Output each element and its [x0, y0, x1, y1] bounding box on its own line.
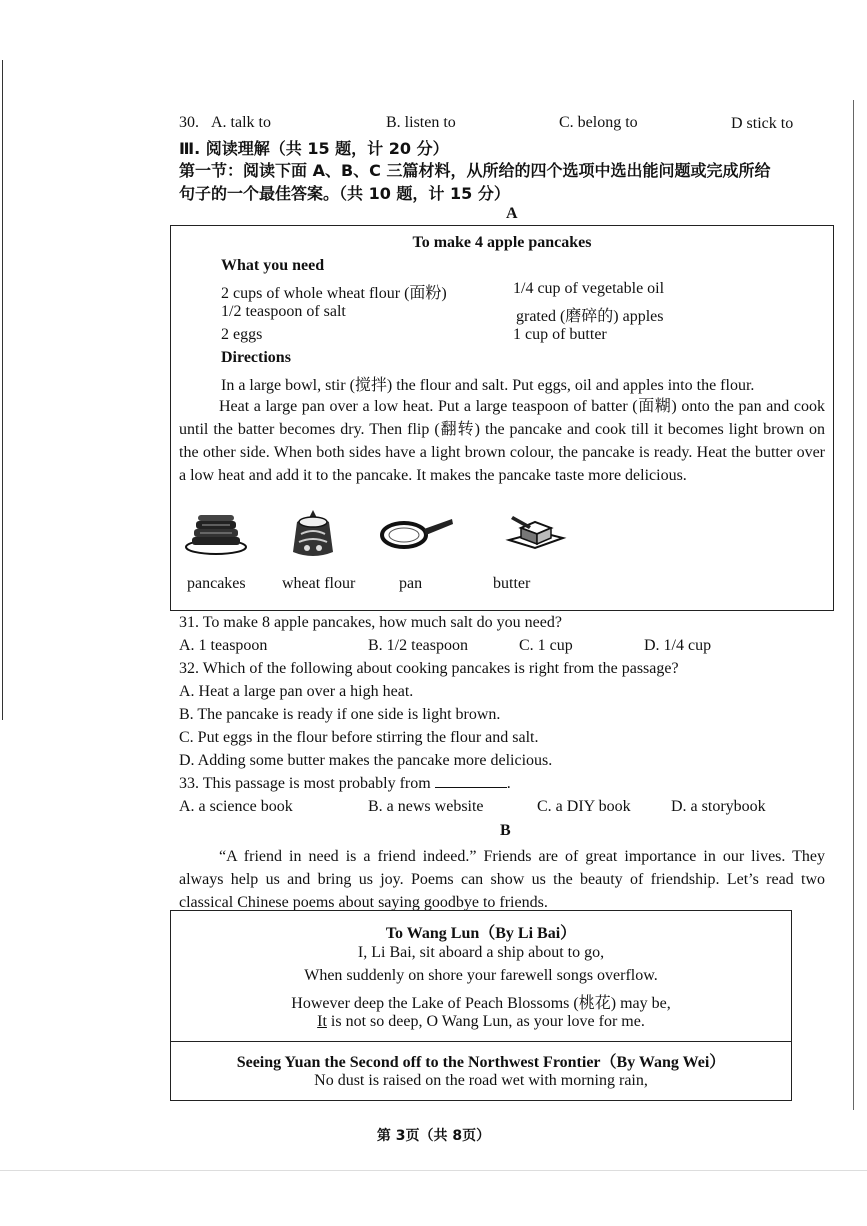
q31-option-b: B. 1/2 teaspoon	[368, 637, 468, 654]
ingredient-left-3: 2 eggs	[221, 326, 263, 343]
q33-stem-text: 33. This passage is most probably from	[179, 775, 431, 792]
directions-paragraph-2-text: Heat a large pan over a low heat. Put a large teaspoon of batter (面糊) onto the pan and cook until the batter becomes dry. Then flip (翻转) the pancake and cook till it becomes light brown on the other side. When both sides have a light brown colour, the pancake is ready. Heat the butter over a low heat and add it to the pancake. It makes the pancake taste more delicious.	[179, 398, 825, 484]
ingredient-right-2: grated (磨碎的) apples	[516, 308, 664, 325]
pancakes-icon	[184, 513, 248, 555]
q32-option-d: D. Adding some butter makes the pancake more delicious.	[179, 752, 553, 769]
q33-stem	[179, 775, 511, 793]
ingredient-left-1: 2 cups of whole wheat flour (面粉)	[221, 285, 447, 302]
picture-label-wheat-flour: wheat flour	[282, 575, 356, 592]
q33-option-a: A. a science book	[179, 798, 293, 815]
q30-option-d: D stick to	[731, 115, 794, 132]
q30-option-b: B. listen to	[386, 114, 456, 131]
passage-b-letter: B	[500, 822, 511, 839]
q30-option-a: A. talk to	[211, 114, 271, 131]
q31-option-c: C. 1 cup	[519, 637, 573, 654]
poem-1-title: To Wang Lun（By Li Bai）	[385, 925, 577, 942]
underlined-word-it: It	[317, 1013, 327, 1030]
what-you-need-heading: What you need	[221, 257, 325, 274]
answer-blank	[435, 775, 507, 788]
wheat-flour-icon	[287, 508, 339, 560]
directions-heading: Directions	[221, 349, 291, 366]
poem-1-line-3: However deep the Lake of Peach Blossoms (桃花) may be,	[291, 995, 671, 1012]
passage-a-title: To make 4 apple pancakes	[412, 234, 592, 251]
directions-paragraph-1: In a large bowl, stir (搅拌) the flour and salt. Put eggs, oil and apples into the flour.	[221, 377, 755, 394]
picture-label-butter: butter	[493, 575, 531, 592]
passage-b-intro	[179, 845, 825, 914]
q32-option-c: C. Put eggs in the flour before stirring the flour and salt.	[179, 729, 539, 746]
q32-option-b: B. The pancake is ready if one side is light brown.	[179, 706, 501, 723]
scan-edge-bottom	[0, 1170, 867, 1171]
poem-1-line-1: I, Li Bai, sit aboard a ship about to go,	[357, 944, 605, 961]
ingredient-right-3: 1 cup of butter	[513, 326, 607, 343]
poem-1-line-4-rest: is not so deep, O Wang Lun, as your love for me.	[326, 1013, 645, 1030]
q33-option-d: D. a storybook	[671, 798, 766, 815]
poem-1-line-2: When suddenly on shore your farewell songs overflow.	[304, 967, 658, 984]
q30-option-c: C. belong to	[559, 114, 638, 131]
q33-option-b: B. a news website	[368, 798, 484, 815]
q32-stem: 32. Which of the following about cooking pancakes is right from the passage?	[179, 660, 679, 677]
ingredient-left-2: 1/2 teaspoon of salt	[221, 303, 346, 320]
passage-b-intro-text: “A friend in need is a friend indeed.” Friends are of great importance in our lives. They always help us and bring us joy. Poems can show us the beauty of friendship. Let’s read two classical Chinese poems about saying goodbye to friends.	[179, 848, 825, 911]
section3-heading: Ⅲ. 阅读理解（共 15 题，计 20 分）	[179, 139, 449, 158]
poem-2-title: Seeing Yuan the Second off to the Northwest Frontier（By Wang Wei）	[236, 1054, 726, 1071]
pan-icon	[380, 515, 454, 551]
poem-2-line-1: No dust is raised on the road wet with morning rain,	[314, 1072, 648, 1089]
q31-stem: 31. To make 8 apple pancakes, how much salt do you need?	[179, 614, 562, 631]
directions-paragraph-2	[179, 395, 825, 487]
q30-number: 30.	[179, 114, 199, 131]
section3-instruction-line1: 第一节：阅读下面 A、B、C 三篇材料，从所给的四个选项中选出能问题或完成所给	[179, 161, 771, 180]
q31-option-a: A. 1 teaspoon	[179, 637, 268, 654]
page-footer: 第 3页（共 8页）	[376, 1128, 491, 1144]
ingredient-right-1: 1/4 cup of vegetable oil	[513, 280, 665, 297]
scan-edge-right	[853, 100, 854, 1110]
butter-icon	[505, 512, 567, 554]
q31-option-d: D. 1/4 cup	[644, 637, 712, 654]
picture-label-pan: pan	[399, 575, 423, 592]
q32-option-a: A. Heat a large pan over a high heat.	[179, 683, 414, 700]
scan-edge-left	[2, 60, 3, 720]
q33-option-c: C. a DIY book	[537, 798, 631, 815]
q33-stem-end: .	[506, 775, 511, 792]
section3-instruction-line2: 句子的一个最佳答案。（共 10 题，计 15 分）	[179, 184, 510, 203]
passage-a-letter: A	[506, 205, 518, 222]
picture-label-pancakes: pancakes	[187, 575, 246, 592]
poem-1-line-4	[170, 1013, 792, 1031]
